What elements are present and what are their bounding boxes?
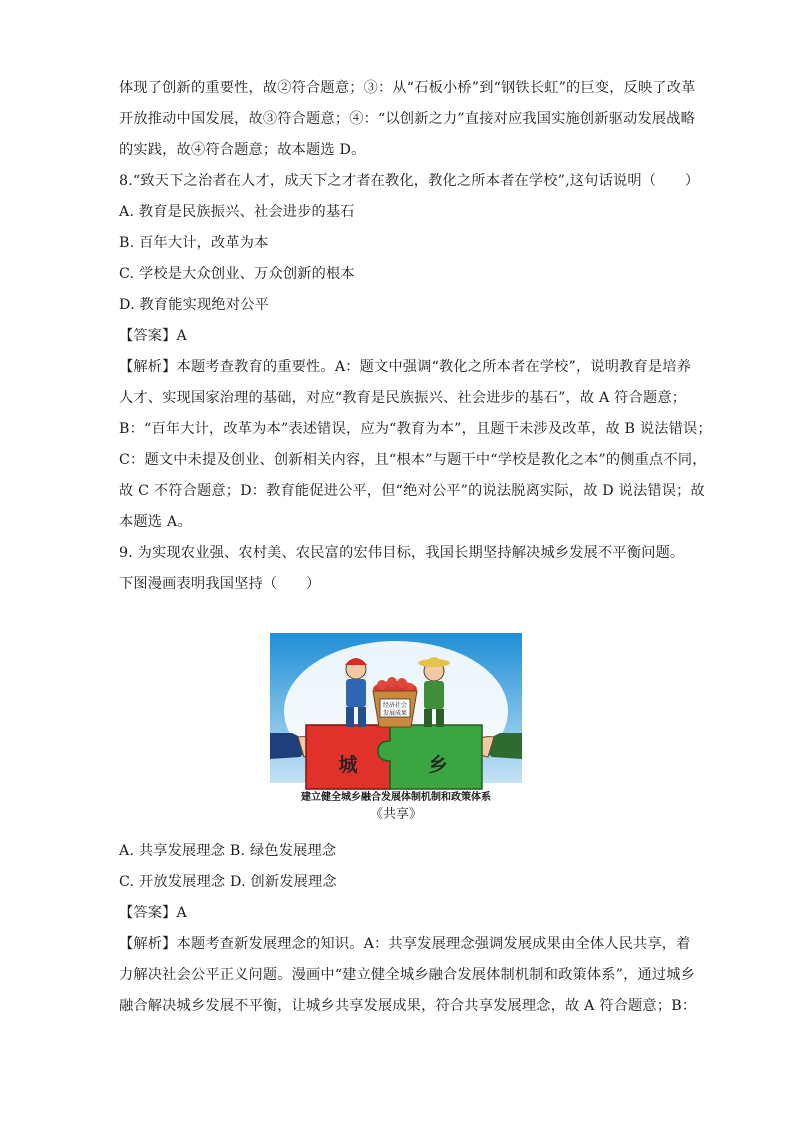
analysis-text: B：“百年大计，改革为本”表述错误，应为“教育为本”，且题干未涉及改革，故 B 说法错误； [119,421,712,437]
analysis-text: 人才、实现国家治理的基础，对应“教育是民族振兴、社会进步的基石”，故 A 符合题意； [119,390,687,406]
puzzle-label-countryside: 乡 [428,754,448,776]
analysis-text: 融合解决城乡发展不平衡，让城乡共享发展成果，符合共享发展理念，故 A 符合题意；B： [119,998,697,1014]
analysis-text: 故 C 不符合题意；D：教育能促进公平，但“绝对公平”的说法脱离实际，故 D 说法错误；故 [119,483,705,499]
answer-label: 【答案】A [119,328,187,344]
text-line: 体现了创新的重要性，故②符合题意；③：从“石板小桥”到“钢铁长虹”的巨变，反映了改革 [119,80,696,96]
basket-label-line-2: 发展成果 [382,710,408,717]
answer-label: 【答案】A [119,905,187,921]
cartoon-figure [270,633,522,829]
options-row-1: A. 共享发展理念 B. 绿色发展理念 [119,843,337,859]
option-b: B. 百年大计，改革为本 [119,235,269,251]
text-line: 开放推动中国发展，故③符合题意；④：“以创新之力”直接对应我国实施创新驱动发展战略 [119,111,696,127]
option-d: D. 教育能实现绝对公平 [119,297,269,313]
options-row-2: C. 开放发展理念 D. 创新发展理念 [119,874,337,890]
basket-label-line-1: 经济社会 [382,702,408,709]
analysis-text: 【解析】本题考查教育的重要性。A：题文中强调“教化之所本者在学校”，说明教育是培养 [119,359,692,375]
analysis-text: 本题选 A。 [119,514,192,530]
question-9-stem: 下图漫画表明我国坚持（ ） [119,576,321,592]
question-9-stem: 9. 为实现农业强、农村美、农民富的宏伟目标，我国长期坚持解决城乡发展不平衡问题。 [119,545,685,561]
puzzle-label-city: 城 [338,754,358,776]
worker-body [346,679,366,707]
analysis-text: 力解决社会公平正义问题。漫画中“建立健全城乡融合发展体制机制和政策体系”，通过城乡 [119,967,696,983]
text-line: 的实践，故④符合题意；故本题选 D。 [119,142,366,158]
question-8-stem: 8.“致天下之治者在人才，成天下之才者在教化，教化之所本者在学校”,这句话说明（ ） [119,173,700,189]
figure-title: 《共享》 [369,807,423,822]
option-a: A. 教育是民族振兴、社会进步的基石 [119,204,355,220]
analysis-text: C：题文中未提及创业、创新相关内容，且“根本”与题干中“学校是教化之本”的侧重点不同， [119,452,707,468]
farmer-body [424,681,444,709]
option-c: C. 学校是大众创业、万众创新的根本 [119,266,355,282]
analysis-text: 【解析】本题考查新发展理念的知识。A：共享发展理念强调发展成果由全体人民共享，着 [119,936,691,952]
figure-caption: 建立健全城乡融合发展体制机制和政策体系 [301,792,491,803]
